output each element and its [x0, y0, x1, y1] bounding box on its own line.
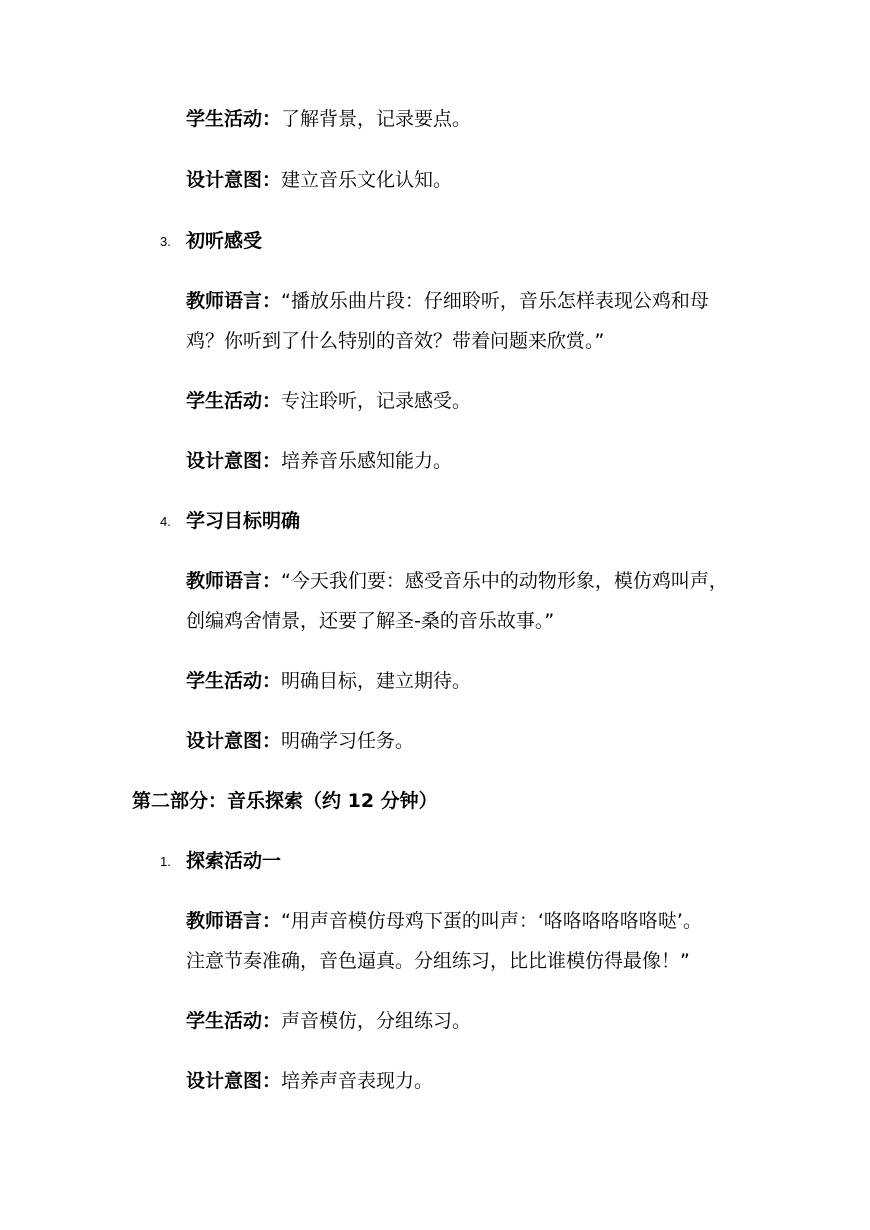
- teacher-language-text: “用声音模仿母鸡下蛋的叫声：‘咯咯咯咯咯咯哒’。: [281, 910, 702, 932]
- student-activity-line: [186, 1008, 471, 1034]
- design-intent-label: 设计意图：: [186, 730, 282, 752]
- teacher-language-line: [186, 908, 702, 934]
- student-activity-label: 学生活动：: [186, 1010, 282, 1032]
- student-activity-line: [186, 668, 471, 694]
- list-item-title: 学习目标明确: [186, 510, 301, 532]
- design-intent-line: [186, 167, 452, 193]
- design-intent-label: 设计意图：: [186, 169, 282, 191]
- student-activity-text: 了解背景，记录要点。: [281, 108, 472, 130]
- teacher-language-text: “今天我们要：感受音乐中的动物形象，模仿鸡叫声，: [281, 570, 728, 592]
- design-intent-text: 培养音乐感知能力。: [281, 450, 453, 472]
- design-intent-text: 培养声音表现力。: [281, 1070, 434, 1092]
- teacher-language-continuation: 注意节奏准确，音色逼真。分组练习，比比谁模仿得最像！”: [186, 950, 690, 972]
- list-number: 3.: [160, 234, 171, 249]
- student-activity-text: 声音模仿，分组练习。: [281, 1010, 472, 1032]
- student-activity-line: [186, 106, 471, 132]
- list-item-heading: [160, 508, 300, 535]
- list-item-heading: [160, 228, 262, 255]
- student-activity-label: 学生活动：: [186, 390, 282, 412]
- student-activity-text: 明确目标，建立期待。: [281, 670, 472, 692]
- student-activity-line: [186, 388, 471, 414]
- teacher-language-line: [186, 288, 709, 314]
- design-intent-line: [186, 728, 414, 754]
- design-intent-line: [186, 1068, 433, 1094]
- list-number: 1.: [160, 854, 171, 869]
- teacher-language-line: [186, 568, 728, 594]
- list-item-heading: [160, 848, 281, 875]
- student-activity-label: 学生活动：: [186, 108, 282, 130]
- teacher-language-label: 教师语言：: [186, 290, 282, 312]
- design-intent-text: 建立音乐文化认知。: [281, 169, 453, 191]
- student-activity-text: 专注聆听，记录感受。: [281, 390, 472, 412]
- student-activity-label: 学生活动：: [186, 670, 282, 692]
- design-intent-text: 明确学习任务。: [281, 730, 415, 752]
- teacher-language-continuation: 鸡？你听到了什么特别的音效？带着问题来欣赏。”: [186, 330, 605, 352]
- teacher-language-text: “播放乐曲片段：仔细聆听，音乐怎样表现公鸡和母: [281, 290, 709, 312]
- design-intent-label: 设计意图：: [186, 450, 282, 472]
- list-number: 4.: [160, 514, 171, 529]
- list-item-title: 探索活动一: [186, 850, 282, 872]
- teacher-language-continuation: 创编鸡舍情景，还要了解圣-桑的音乐故事。”: [186, 610, 555, 632]
- teacher-language-label: 教师语言：: [186, 910, 282, 932]
- design-intent-line: [186, 448, 452, 474]
- teacher-language-label: 教师语言：: [186, 570, 282, 592]
- section-heading: 第二部分：音乐探索（约 12 分钟）: [132, 790, 438, 812]
- design-intent-label: 设计意图：: [186, 1070, 282, 1092]
- list-item-title: 初听感受: [186, 230, 263, 252]
